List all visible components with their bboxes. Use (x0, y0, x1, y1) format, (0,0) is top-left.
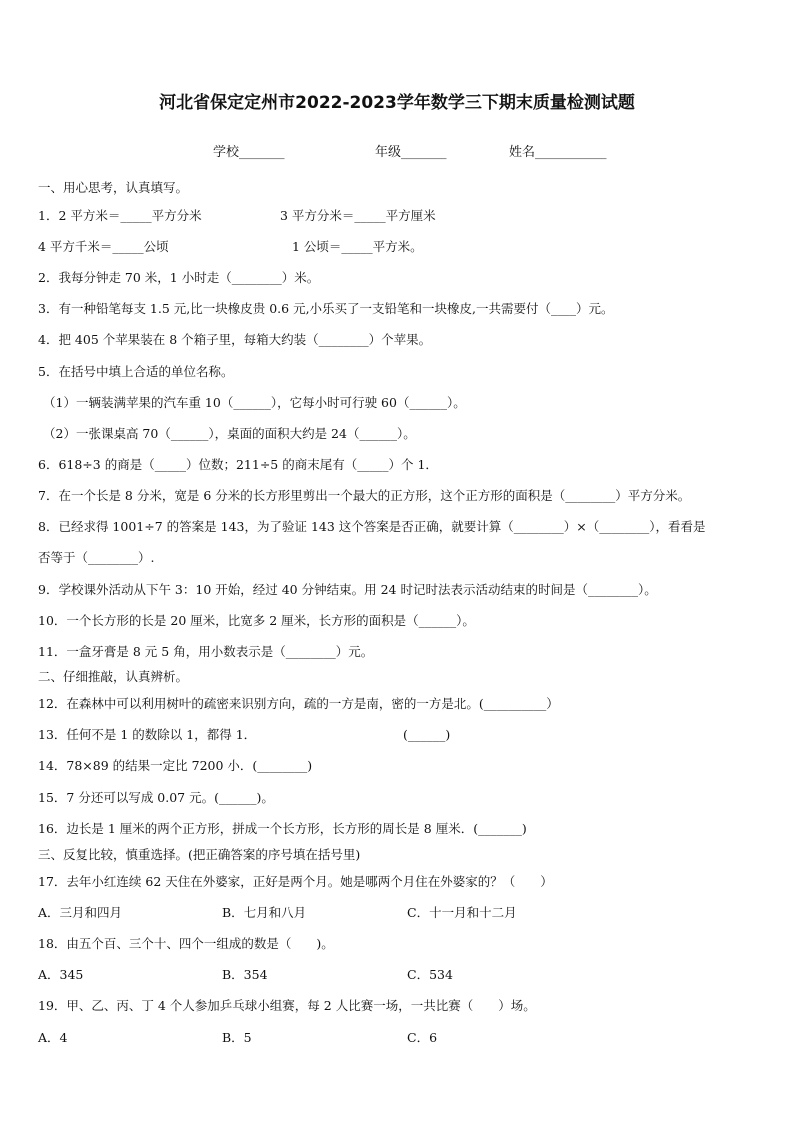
option-18-a: A．345 (38, 967, 84, 982)
question-19: 19．甲、乙、丙、丁 4 个人参加乒乓球小组赛，每 2 人比赛一场，一共比赛（ ）场。 (38, 998, 536, 1013)
question-13-answer: (______) (403, 727, 451, 742)
question-10: 10．一个长方形的长是 20 厘米，比宽多 2 厘米，长方形的面积是（______）。 (38, 613, 475, 628)
option-18-b: B．354 (222, 967, 268, 982)
option-17-a: A．三月和四月 (38, 905, 123, 920)
option-17-b: B．七月和八月 (222, 905, 307, 920)
question-17: 17．去年小红连续 62 天住在外婆家，正好是两个月。她是哪两个月住在外婆家的？（ ） (38, 874, 553, 889)
question-1a: 1．2 平方米＝_____平方分米 (38, 208, 202, 223)
question-1c: 4 平方千米＝_____公顷 (38, 239, 169, 254)
page-title: 河北省保定定州市2022-2023学年数学三下期末质量检测试题 (159, 93, 635, 113)
question-14: 14．78×89 的结果一定比 7200 小．(________) (38, 758, 313, 773)
question-2: 2．我每分钟走 70 米，1 小时走（________）米。 (38, 270, 320, 285)
question-1d: 1 公顷＝_____平方米。 (292, 239, 423, 254)
section-heading: 一、用心思考，认真填写。 (38, 180, 189, 195)
question-11: 11．一盒牙膏是 8 元 5 角，用小数表示是（________）元。 (38, 644, 374, 659)
grade-blank: _______ (401, 145, 447, 160)
question-15: 15．7 分还可以写成 0.07 元。(______)。 (38, 790, 274, 805)
option-19-b: B．5 (222, 1030, 252, 1045)
question-9: 9．学校课外活动从下午 3：10 开始，经过 40 分钟结束。用 24 时记时法表示活动结束的时间是（________）。 (38, 582, 657, 597)
question-3: 3．有一种铅笔每支 1.5 元,比一块橡皮贵 0.6 元,小乐买了一支铅笔和一块橡皮,一共需要付（____）元。 (38, 301, 614, 316)
question-5: 5．在括号中填上合适的单位名称。 (38, 364, 234, 379)
school-label: 学校 (213, 145, 240, 160)
option-18-c: C．534 (407, 967, 453, 982)
question-16: 16．边长是 1 厘米的两个正方形，拼成一个长方形，长方形的周长是 8 厘米．(_______) (38, 821, 527, 836)
question-5-1: （1）一辆装满苹果的汽车重 10（______），它每小时可行驶 60（______）。 (43, 395, 466, 410)
question-4: 4．把 405 个苹果装在 8 个箱子里，每箱大约装（________）个苹果。 (38, 332, 432, 347)
school-field (213, 141, 285, 160)
name-field (509, 141, 607, 160)
question-6: 6．618÷3 的商是（_____）位数；211÷5 的商末尾有（_____）个 1． (38, 457, 438, 472)
question-7: 7．在一个长是 8 分米，宽是 6 分米的长方形里剪出一个最大的正方形，这个正方形的面积是（________）平方分米。 (38, 488, 691, 503)
grade-label: 年级 (375, 145, 402, 160)
question-12: 12．在森林中可以利用树叶的疏密来识别方向，疏的一方是南，密的一方是北。(__________） (38, 696, 559, 711)
name-blank: ___________ (535, 145, 607, 160)
option-19-c: C．6 (407, 1030, 438, 1045)
option-17-c: C．十一月和十二月 (407, 905, 517, 920)
question-18: 18．由五个百、三个十、四个一组成的数是（ )。 (38, 936, 334, 951)
option-19-a: A．4 (38, 1030, 68, 1045)
school-blank: _______ (239, 145, 285, 160)
question-8a: 8．已经求得 1001÷7 的答案是 143，为了验证 143 这个答案是否正确，就要计算（________）×（________），看看是 (38, 519, 706, 534)
question-8b: 否等于（________）. (38, 550, 155, 565)
name-label: 姓名 (509, 145, 536, 160)
section-heading: 二、仔细推敲，认真辨析。 (38, 669, 189, 684)
grade-field (375, 141, 447, 160)
question-5-2: （2）一张课桌高 70（______），桌面的面积大约是 24（______）。 (43, 426, 416, 441)
question-1b: 3 平方分米＝_____平方厘米 (280, 208, 436, 223)
question-13: 13．任何不是 1 的数除以 1，都得 1． (38, 727, 257, 742)
section-heading: 三、反复比较，慎重选择。(把正确答案的序号填在括号里) (38, 847, 361, 862)
